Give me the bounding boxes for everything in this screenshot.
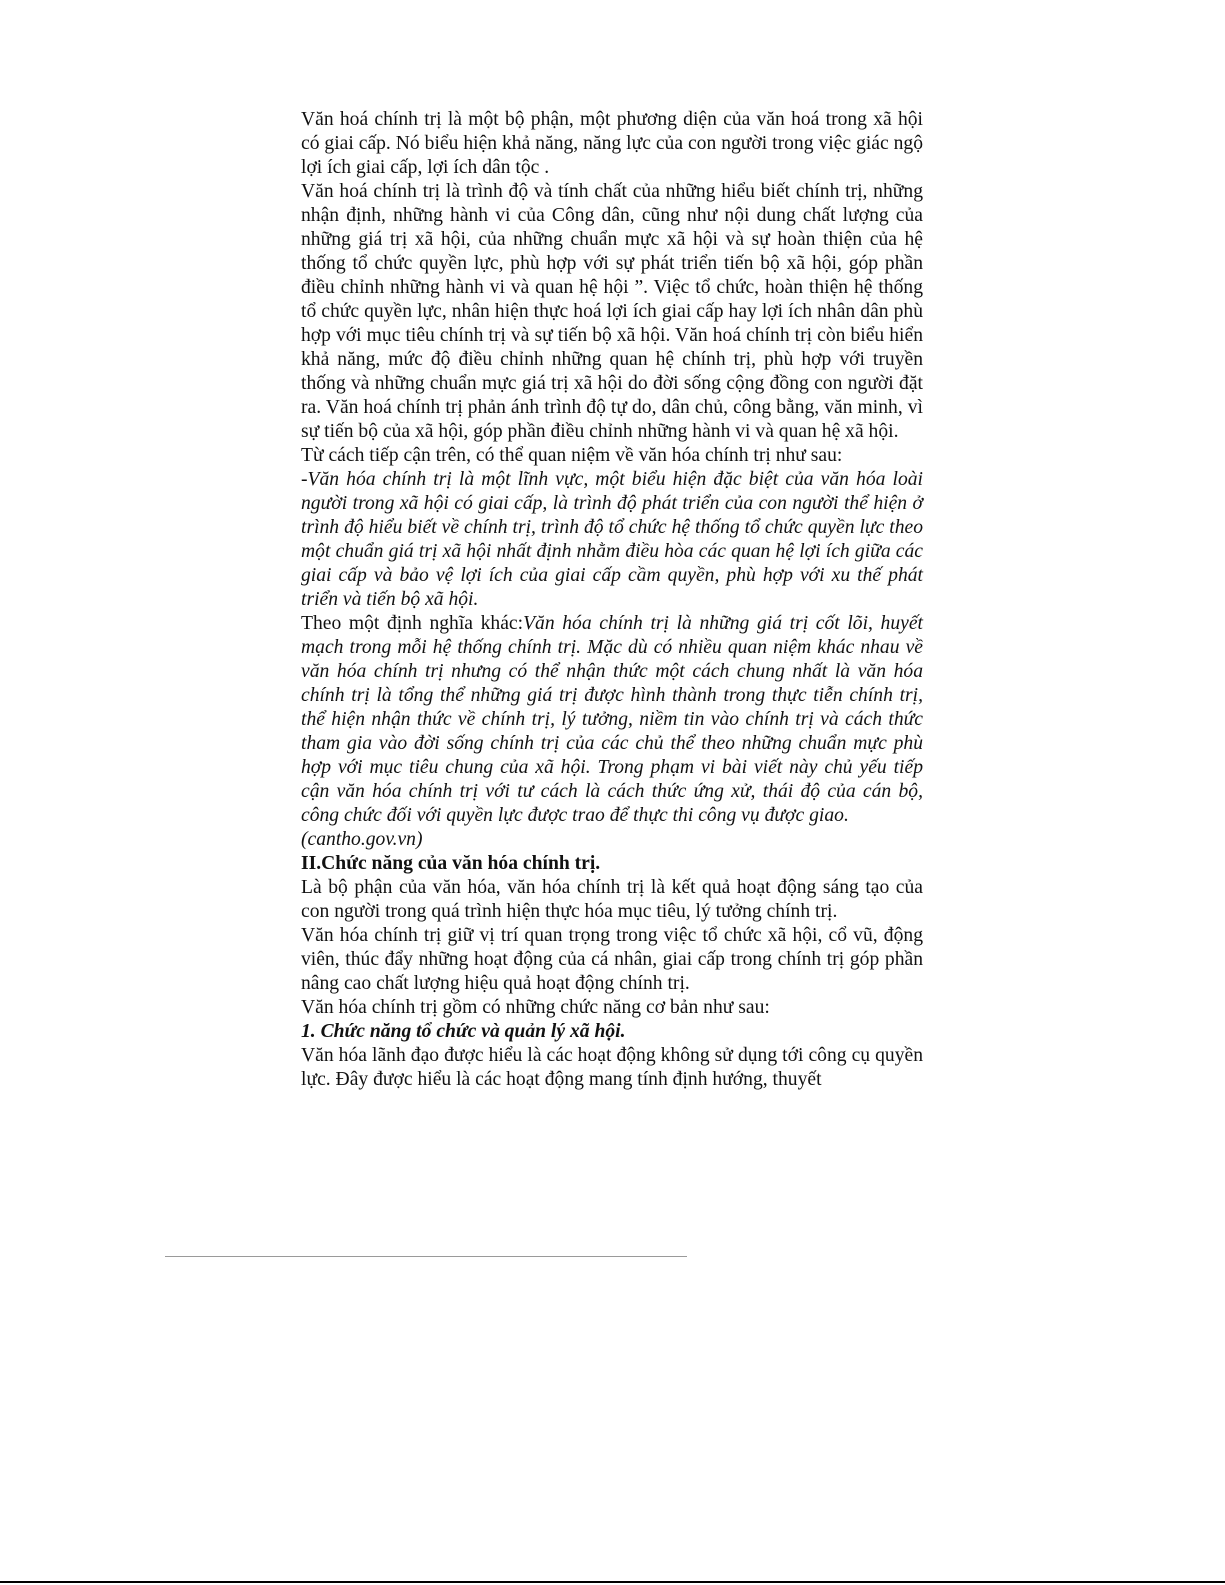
section-paragraph-3: Văn hóa chính trị gồm có những chức năng cơ bản như sau: (301, 997, 770, 1018)
section-heading: II.Chức năng của văn hóa chính trị. (301, 853, 601, 874)
paragraph-2: Văn hoá chính trị là trình độ và tính chất của những hiểu biết chính trị, những nhận định, những hành vi của Công dân, cũng như nội dung chất lượng của những giá trị xã hội, của những chuẩn mực xã hội và sự hoàn thiện của hệ thống tổ chức quyền lực, phù hợp với sự phát triển tiến bộ xã hội, góp phần điều chỉnh những hành vi và quan hệ hội ”. Việc tổ chức, hoàn thiện hệ thống tổ chức quyền lực, nhân hiện thực hoá lợi ích giai cấp hay lợi ích nhân dân phù hợp với mục tiêu chính trị và sự tiến bộ xã hội. Văn hoá chính trị còn biểu hiển khả năng, mức độ điều chỉnh những quan hệ chính trị, phù hợp với truyền thống và những chuẩn mực giá trị xã hội do đời sống cộng đồng con người đặt ra. Văn hoá chính trị phản ánh trình độ tự do, dân chủ, công bằng, văn minh, vì sự tiến bộ của xã hội, góp phần điều chỉnh những hành vi và quan hệ xã hội. (301, 181, 923, 442)
subheading: 1. Chức năng tổ chức và quản lý xã hội. (301, 1021, 626, 1042)
page-bottom-border (0, 1581, 1225, 1583)
source-citation: (cantho.gov.vn) (301, 829, 423, 850)
section-paragraph-1: Là bộ phận của văn hóa, văn hóa chính trị là kết quả hoạt động sáng tạo của con người trong quá trình hiện thực hóa mục tiêu, lý tưởng chính trị. (301, 877, 923, 922)
final-paragraph: Văn hóa lãnh đạo được hiểu là các hoạt động không sử dụng tới công cụ quyền lực. Đây được hiểu là các hoạt động mang tính định hướng, thuyết (301, 1045, 923, 1090)
paragraph-3: Từ cách tiếp cận trên, có thể quan niệm về văn hóa chính trị như sau: (301, 445, 843, 466)
footnote-separator (165, 1256, 687, 1257)
paragraph-definition-1: -Văn hóa chính trị là một lĩnh vực, một biểu hiện đặc biệt của văn hóa loài người trong xã hội có giai cấp, là trình độ phát triển của con người thể hiện ở trình độ hiểu biết về chính trị, trình độ tổ chức hệ thống tổ chức quyền lực theo một chuẩn giá trị xã hội nhất định nhằm điều hòa các quan hệ lợi ích giữa các giai cấp và bảo vệ lợi ích của giai cấp cầm quyền, phù hợp với xu thế phát triển và tiến bộ xã hội. (301, 469, 923, 610)
document-body (301, 108, 923, 1092)
paragraph-1: Văn hoá chính trị là một bộ phận, một phương diện của văn hoá trong xã hội có giai cấp. Nó biểu hiện khả năng, năng lực của con người trong việc giác ngộ lợi ích giai cấp, lợi ích dân tộc . (301, 109, 923, 178)
definition-italic: Văn hóa chính trị là những giá trị cốt lõi, huyết mạch trong mỗi hệ thống chính trị. Mặc dù có nhiều quan niệm khác nhau về văn hóa chính trị nhưng có thể nhận thức một cách chung nhất là văn hóa chính trị là tổng thể những giá trị được hình thành trong thực tiễn chính trị, thể hiện nhận thức về chính trị, lý tưởng, niềm tin vào chính trị và cách thức tham gia vào đời sống chính trị của các chủ thể theo những chuẩn mực phù hợp với mục tiêu chung của xã hội. Trong phạm vi bài viết này chủ yếu tiếp cận văn hóa chính trị với tư cách là cách thức ứng xử, thái độ của cán bộ, công chức đối với quyền lực được trao để thực thi công vụ được giao. (301, 613, 923, 826)
definition-intro: Theo một định nghĩa khác: (301, 613, 524, 634)
section-paragraph-2: Văn hóa chính trị giữ vị trí quan trọng trong việc tổ chức xã hội, cổ vũ, động viên, thúc đẩy những hoạt động của cá nhân, giai cấp trong chính trị góp phần nâng cao chất lượng hiệu quả hoạt động chính trị. (301, 925, 923, 994)
paragraph-definition-2 (301, 612, 923, 828)
